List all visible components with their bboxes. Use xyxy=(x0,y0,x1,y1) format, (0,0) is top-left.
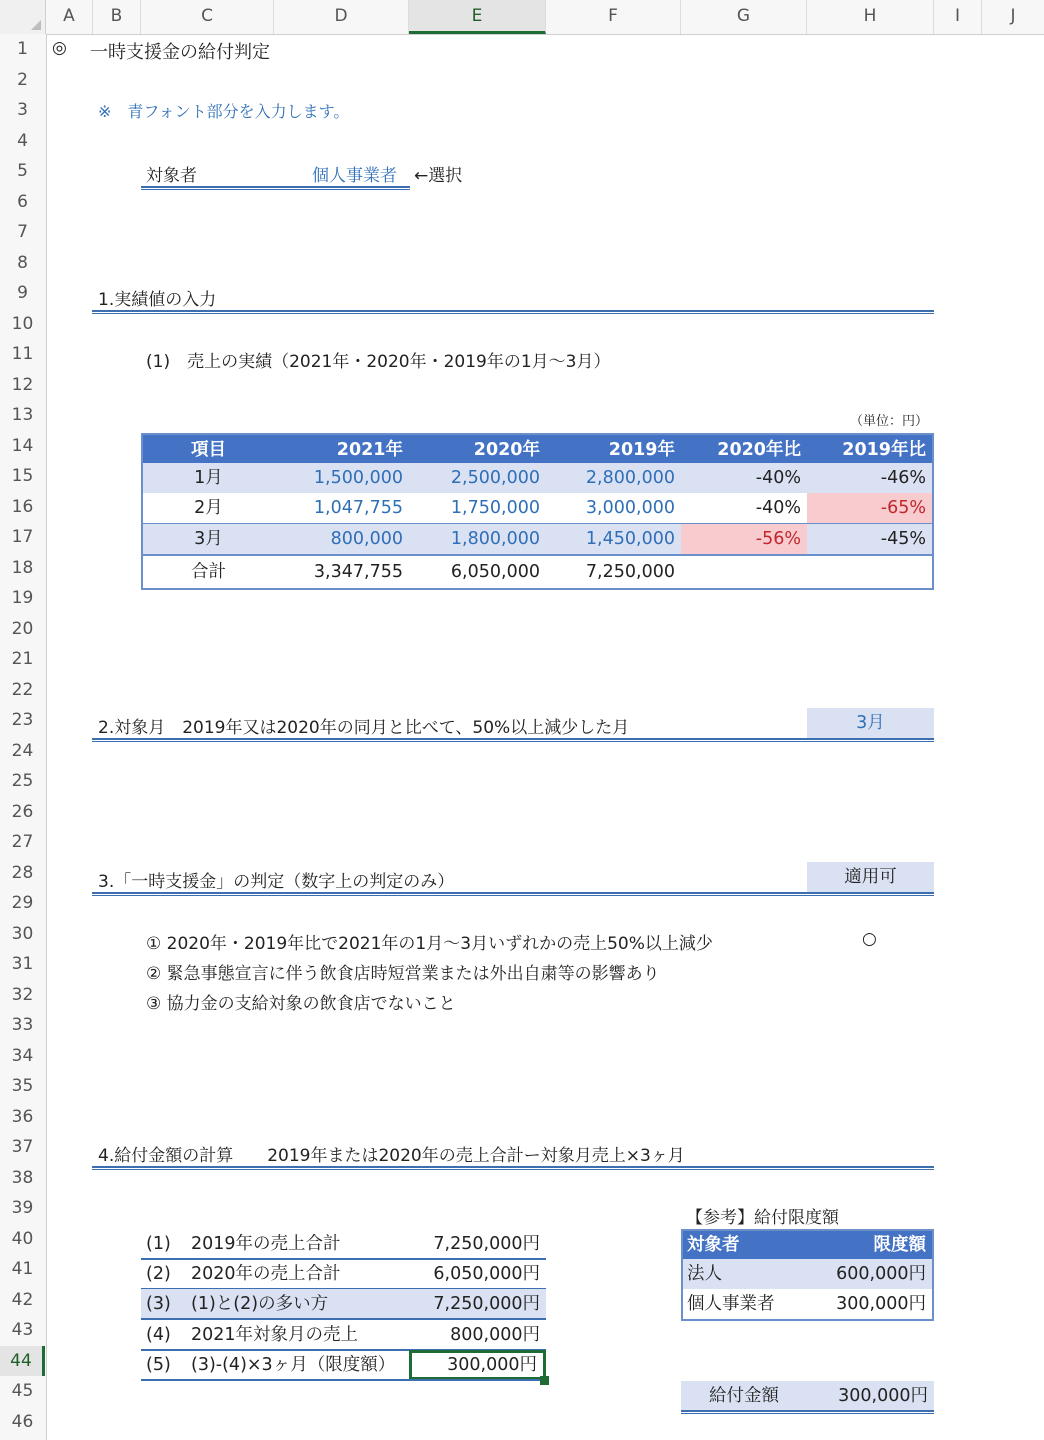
sales-cell-r1-y2020[interactable]: 2,500,000 xyxy=(409,463,546,493)
calc-row-1-value[interactable]: 7,250,000円 xyxy=(433,1234,540,1254)
target-label: 対象者 xyxy=(146,166,197,186)
row-header-10[interactable]: 10 xyxy=(11,313,34,334)
row-header-39[interactable]: 39 xyxy=(11,1198,34,1218)
column-header-g[interactable]: G xyxy=(681,0,807,34)
target-hint: ←選択 xyxy=(414,166,463,186)
row-header-bar xyxy=(0,34,47,1440)
sales-cell-r1-ratio2020[interactable]: -40% xyxy=(681,463,807,493)
sales-header-y2021: 2021年 xyxy=(274,435,409,465)
select-all-corner[interactable] xyxy=(0,0,46,34)
column-header-h[interactable]: H xyxy=(807,0,934,34)
row-header-29[interactable]: 29 xyxy=(11,893,34,913)
calc-row-1-label: 2019年の売上合計 xyxy=(191,1234,341,1254)
row-header-9[interactable]: 9 xyxy=(17,283,28,303)
sales-cell-r2-y2021[interactable]: 1,047,755 xyxy=(313,498,403,518)
section2-underline xyxy=(92,738,934,742)
row-header-1[interactable]: 1 xyxy=(17,39,28,59)
reference-title: 【参考】給付限度額 xyxy=(686,1208,839,1228)
sales-cell-r3-ratio2019[interactable]: -45% xyxy=(807,524,932,554)
calc-row-3-label: (1)と(2)の多い方 xyxy=(185,1289,409,1319)
sales-cell-r1-y2021[interactable]: 1,500,000 xyxy=(274,463,409,493)
row-header-17[interactable]: 17 xyxy=(11,527,34,547)
result-underline xyxy=(681,1410,934,1414)
sales-cell-r2-ratio2019[interactable]: -65% xyxy=(807,493,932,523)
judgement-value[interactable]: 適用可 xyxy=(807,862,934,892)
result-value[interactable]: 300,000円 xyxy=(807,1381,934,1411)
sales-cell-r4-y2021[interactable]: 3,347,755 xyxy=(313,562,403,582)
row-header-37[interactable]: 37 xyxy=(11,1137,34,1157)
column-header-d[interactable]: D xyxy=(274,0,409,34)
criteria-3: ③ 協力金の支給対象の飲食店でないこと xyxy=(146,994,456,1014)
sales-header-ratio2019: 2019年比 xyxy=(807,435,932,465)
column-header-e[interactable]: E xyxy=(409,0,546,34)
sales-cell-r1-y2019[interactable]: 2,800,000 xyxy=(546,463,681,493)
calc-row-4-label: 2021年対象月の売上 xyxy=(191,1325,359,1345)
section3-underline xyxy=(92,892,934,896)
section4-underline xyxy=(92,1166,934,1170)
row-header-36[interactable]: 36 xyxy=(11,1106,34,1127)
column-header-j[interactable]: J xyxy=(1010,6,1016,26)
calc-row-3-number: (3) xyxy=(141,1289,185,1319)
sales-cell-r1-item[interactable]: 1月 xyxy=(143,463,274,493)
row-header-31[interactable]: 31 xyxy=(11,954,34,974)
section1-sub: (1) 売上の実績（2021年・2020年・2019年の1月～3月） xyxy=(146,352,611,372)
column-header-bar xyxy=(0,0,1044,35)
title-mark: ◎ xyxy=(52,38,67,58)
limit-row-sole-label[interactable]: 個人事業者 xyxy=(687,1294,775,1314)
sales-cell-r2-ratio2020[interactable]: -40% xyxy=(755,498,801,518)
sales-cell-r4-y2020[interactable]: 6,050,000 xyxy=(450,562,540,582)
criteria-2: ② 緊急事態宣言に伴う飲食店時短営業または外出自粛等の影響あり xyxy=(146,964,660,984)
row-header-6[interactable]: 6 xyxy=(17,191,28,212)
row-header-25[interactable]: 25 xyxy=(11,771,34,791)
sales-cell-r2-item[interactable]: 2月 xyxy=(194,498,223,518)
sales-cell-r4-ratio2020[interactable] xyxy=(681,557,807,587)
target-underline xyxy=(141,186,410,190)
limit-row-corp-label[interactable]: 法人 xyxy=(683,1259,807,1289)
calc-row-5-number: (5) xyxy=(146,1355,171,1375)
calc-row-4-value[interactable]: 800,000円 xyxy=(450,1325,540,1345)
total-separator xyxy=(143,554,932,556)
row-header-46[interactable]: 46 xyxy=(11,1411,34,1432)
calc-row-2-label: 2020年の売上合計 xyxy=(191,1264,341,1284)
row-header-35[interactable]: 35 xyxy=(11,1076,34,1096)
row-header-30[interactable]: 30 xyxy=(11,923,34,944)
row-header-3[interactable]: 3 xyxy=(17,100,28,120)
row-header-20[interactable]: 20 xyxy=(11,618,34,639)
calc-row-5-label: (3)-(4)×3ヶ月（限度額） xyxy=(191,1355,396,1375)
row-header-2[interactable]: 2 xyxy=(17,69,28,90)
unit-label: （単位：円） xyxy=(850,414,929,429)
row-header-15[interactable]: 15 xyxy=(11,466,34,486)
sales-cell-r2-y2019[interactable]: 3,000,000 xyxy=(585,498,675,518)
sales-cell-r3-y2021[interactable]: 800,000 xyxy=(274,524,409,554)
row-header-42[interactable]: 42 xyxy=(11,1289,34,1310)
row-header-7[interactable]: 7 xyxy=(17,222,28,242)
sales-cell-r4-ratio2019[interactable] xyxy=(807,557,932,587)
sales-header-y2020: 2020年 xyxy=(409,435,546,465)
row-separator xyxy=(143,523,932,524)
target-select[interactable]: 個人事業者 xyxy=(312,166,397,186)
column-header-i[interactable]: I xyxy=(934,0,982,34)
row-header-23[interactable]: 23 xyxy=(11,710,34,730)
target-month-value[interactable]: 3月 xyxy=(807,708,934,738)
calc-row-5-value[interactable]: 300,000円 xyxy=(409,1350,546,1380)
criteria-1: ① 2020年・2019年比で2021年の1月～3月いずれかの売上50%以上減少 xyxy=(146,934,713,954)
row-header-19[interactable]: 19 xyxy=(11,588,34,608)
row-header-18[interactable]: 18 xyxy=(11,557,34,578)
calc-row-2-number: (2) xyxy=(146,1264,171,1284)
sales-cell-r3-y2019[interactable]: 1,450,000 xyxy=(546,524,681,554)
row-header-24[interactable]: 24 xyxy=(11,740,34,761)
row-header-14[interactable]: 14 xyxy=(11,435,34,456)
sales-header-item: 項目 xyxy=(143,435,274,465)
row-header-21[interactable]: 21 xyxy=(11,649,34,669)
calc-row-1-number: (1) xyxy=(146,1234,171,1254)
sales-cell-r4-item[interactable]: 合計 xyxy=(191,562,226,582)
calc-row-2-value[interactable]: 6,050,000円 xyxy=(433,1264,540,1284)
sales-cell-r3-y2020[interactable]: 1,800,000 xyxy=(409,524,546,554)
calc-row-5-underline xyxy=(141,1379,546,1381)
column-header-b[interactable]: B xyxy=(93,0,141,34)
sales-cell-r2-y2020[interactable]: 1,750,000 xyxy=(450,498,540,518)
column-header-c[interactable]: C xyxy=(141,0,274,34)
sales-cell-r1-ratio2019[interactable]: -46% xyxy=(807,463,932,493)
row-header-45[interactable]: 45 xyxy=(11,1381,34,1401)
row-header-44[interactable]: 44 xyxy=(0,1346,45,1376)
row-header-43[interactable]: 43 xyxy=(11,1320,34,1340)
row-header-38[interactable]: 38 xyxy=(11,1167,34,1188)
row-header-28[interactable]: 28 xyxy=(11,862,34,883)
page-title: 一時支援金の給付判定 xyxy=(90,42,270,63)
section1-underline xyxy=(92,310,934,314)
row-header-12[interactable]: 12 xyxy=(11,374,34,395)
column-header-f[interactable]: F xyxy=(546,0,681,34)
sales-header-y2019: 2019年 xyxy=(546,435,681,465)
sales-cell-r3-item[interactable]: 3月 xyxy=(143,524,274,554)
row-header-16[interactable]: 16 xyxy=(11,496,34,517)
limit-header-amount: 限度額 xyxy=(807,1231,932,1259)
row-header-4[interactable]: 4 xyxy=(17,130,28,151)
row-header-40[interactable]: 40 xyxy=(11,1228,34,1249)
criteria-1-mark[interactable]: ○ xyxy=(862,929,877,949)
limit-row-corp-value[interactable]: 600,000円 xyxy=(807,1259,932,1289)
row-header-26[interactable]: 26 xyxy=(11,801,34,822)
column-header-a[interactable]: A xyxy=(46,0,93,34)
calc-row-3-value[interactable]: 7,250,000円 xyxy=(409,1289,546,1319)
row-header-8[interactable]: 8 xyxy=(17,252,28,273)
section3-heading: 3.「一時支援金」の判定（数字上の判定のみ） xyxy=(98,872,455,892)
section2-heading: 2.対象月 2019年又は2020年の同月と比べて、50%以上減少した月 xyxy=(98,718,630,738)
section4-heading: 4.給付金額の計算 2019年または2020年の売上合計ー対象月売上×3ヶ月 xyxy=(98,1146,685,1166)
row-header-41[interactable]: 41 xyxy=(11,1259,34,1279)
row-header-32[interactable]: 32 xyxy=(11,984,34,1005)
input-note: ※ 青フォント部分を入力します。 xyxy=(98,102,350,121)
result-label: 給付金額 xyxy=(681,1381,807,1411)
row-header-22[interactable]: 22 xyxy=(11,679,34,700)
sales-cell-r4-y2019[interactable]: 7,250,000 xyxy=(585,562,675,582)
row-header-11[interactable]: 11 xyxy=(11,344,34,364)
sales-header-ratio2020: 2020年比 xyxy=(681,435,807,465)
row-header-5[interactable]: 5 xyxy=(17,161,28,181)
fill-handle[interactable] xyxy=(540,1376,549,1385)
row-header-34[interactable]: 34 xyxy=(11,1045,34,1066)
row-header-13[interactable]: 13 xyxy=(11,405,34,425)
section1-heading: 1.実績値の入力 xyxy=(98,290,217,310)
limit-header-target: 対象者 xyxy=(683,1231,807,1259)
row-header-27[interactable]: 27 xyxy=(11,832,34,852)
calc-row-4-number: (4) xyxy=(146,1325,171,1345)
limit-row-sole-value[interactable]: 300,000円 xyxy=(836,1294,926,1314)
row-header-33[interactable]: 33 xyxy=(11,1015,34,1035)
sales-cell-r3-ratio2020[interactable]: -56% xyxy=(681,524,807,554)
